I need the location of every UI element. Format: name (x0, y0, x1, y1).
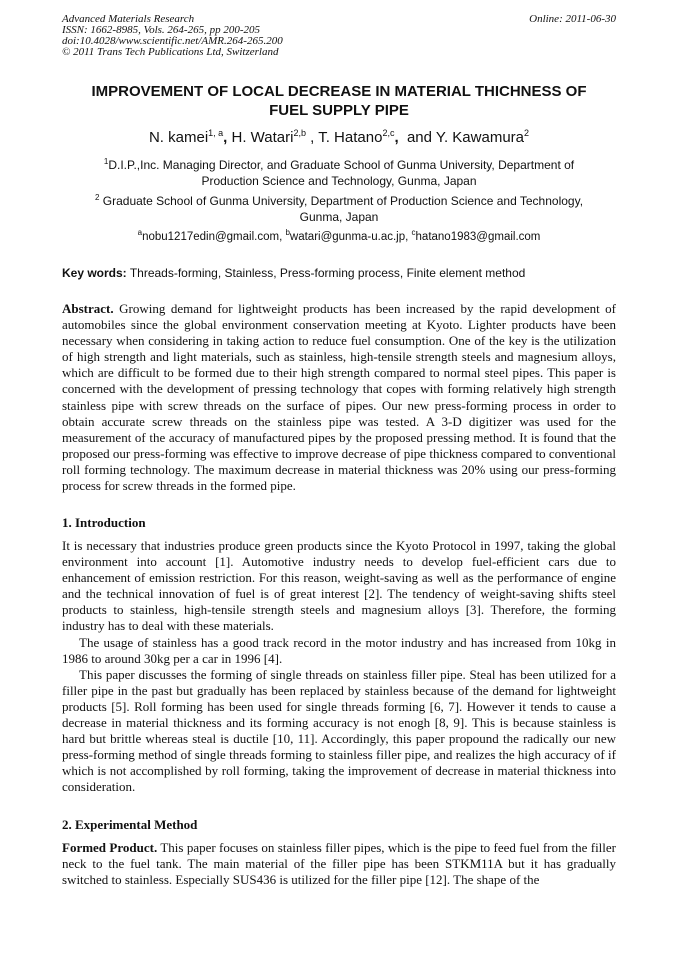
email-sup: c (411, 228, 416, 238)
author-name: H. Watari (231, 129, 294, 146)
title-line-1: IMPROVEMENT OF LOCAL DECREASE IN MATERIAL THICHNESS OF (91, 83, 587, 100)
email-link[interactable]: watari@gunma-u.ac.jp (289, 231, 406, 243)
affiliation-1 (62, 157, 616, 189)
email-list: $^a$nobu1217edin@gmail.com, $^b$watari@gunma-u.ac.jp, $^c$hatano1983@gmail.com (137, 228, 541, 243)
affiliation-2 (62, 193, 616, 225)
doi-line: doi:10.4028/www.scientific.net/AMR.264-265.200 (62, 35, 283, 47)
abstract (62, 301, 616, 494)
email-link[interactable]: nobu1217edin@gmail.com (142, 231, 280, 243)
author-affil-sup: 2,b (293, 128, 306, 138)
email-sup: b (285, 228, 290, 238)
issn-line: ISSN: 1662-8985, Vols. 264-265, pp 200-205 (62, 24, 260, 36)
author-affil-sup: 1, a (208, 128, 224, 138)
email-link[interactable]: hatano1983@gmail.com (415, 231, 541, 243)
affiliation-sup: 2 (94, 193, 100, 202)
journal-name: Advanced Materials Research (62, 13, 195, 25)
abstract-text: Growing demand for lightweight products has been increased by the rapid development of automobiles since the global environment conservation meeting at Kyoto. Lighter products have been necessary when considering in taking action to reduce fuel consumption. One of the key is the utilization of high strength and light materials, such as stainless, high-tensile strength steels and magnesium alloys, which are difficult to be formed due to their high strength compared to normal steel pipes. This paper is concerned with the development of pressing technology that copes with forming relatively high strength stainless pipe with screw threads on the surface of pipes. Our new press-forming process in order to obtain accurate screw threads on the stainless pipe was tested. A 3-D digitizer was used for the measurement of the accuracy of manufactured pipes by the proposed pressing method. It is found that the proposed our press-forming was effective to improve decrease of pipe thickness compared to conventional roll forming technology. The maximum decrease in material thickness was 20% using our press-forming process for screw threads in the formed pipe. (62, 301, 617, 494)
affiliation-line: Graduate School of Gunma University, Department of Production Science and Technology, (102, 194, 584, 208)
email-sup: a (137, 228, 143, 238)
keywords (62, 266, 622, 281)
affiliation-line: Gunma, Japan (299, 210, 379, 224)
copyright-line: © 2011 Trans Tech Publications Ltd, Switzerland (62, 46, 279, 58)
paragraph: This paper discusses the forming of single threads on stainless filler pipe. Steal has been utilized for a filler pipe in the past but gradually has been replaced by stainless because of the demand for lightweight products [5]. Roll forming has been used for single threads forming [6, 7]. However it tends to cause a decrease in material thickness and its forming accuracy is not enogh [8, 9]. This is because stainless is hard but brittle whereas steal is ductile [10, 11]. Accordingly, this paper propound the radically our new press-forming method of single threads forming to stainless filler pipe, and realizes the high accuracy of if which is not accomplished by roll forming, taking the improvement of decrease in material thickness into consideration. (62, 666, 616, 795)
section-heading-introduction: 1. Introduction (62, 515, 146, 530)
keywords-label: Key words: (62, 266, 127, 280)
paragraph: The usage of stainless has a good track record in the motor industry and has increased from 10kg in 1986 to around 30kg per a car in 1996 [4]. (62, 634, 616, 666)
affiliation-line: D.I.P.,Inc. Managing Director, and Graduate School of Gunma University, Department of (108, 158, 575, 172)
author-name: N. kamei (148, 129, 209, 146)
abstract-label: Abstract. (62, 301, 114, 316)
affiliation-line: Production Science and Technology, Gunma, Japan (201, 174, 477, 188)
author-name: T. Hatano (318, 129, 383, 146)
author-affil-sup: 2 (524, 128, 530, 138)
section-heading-method: 2. Experimental Method (62, 817, 198, 832)
paragraph: This paper focuses on stainless filler pipes, which is the pipe to feed fuel from the filler neck to the fuel tank. The main material of the filler pipe has been STKM11A but it has gradually switched to stainless. Especially SUS436 is utilized for the filler pipe [12]. The shape of the (62, 840, 617, 888)
keywords-text: Threads-forming, Stainless, Press-forming process, Finite element method (129, 266, 526, 280)
author-list: N. kamei$^{1, a}$, H. Watari$^{2,b}$ , T. Hatano$^{2,c}$, and Y. Kawamura$^2$ (148, 128, 530, 146)
method-body (62, 840, 616, 888)
online-date: Online: 2011-06-30 (529, 13, 616, 25)
subsection-label: Formed Product. (62, 840, 158, 855)
author-name: Y. Kawamura (435, 129, 524, 146)
running-header (62, 14, 616, 58)
paragraph: It is necessary that industries produce green products since the Kyoto Protocol in 1997, taking the global environment into account [1]. Automotive industry needs to develop fuel-efficient cars due to enhancement of emission restriction. For this reason, weight-saving as well as the performance of engine and the technical innovation of fuel is of great interest [2]. The tendency of weight-saving shifts steel products to stainless, high-tensile strength steels and magnesium alloys [3]. Therefore, the forming industry has to deal with these materials. (62, 538, 616, 634)
paper-title (62, 82, 616, 120)
introduction-body (62, 538, 616, 796)
title-line-2: FUEL SUPPLY PIPE (269, 102, 409, 119)
affiliation-sup: 1 (103, 157, 109, 166)
author-affil-sup: 2,c (382, 128, 395, 138)
